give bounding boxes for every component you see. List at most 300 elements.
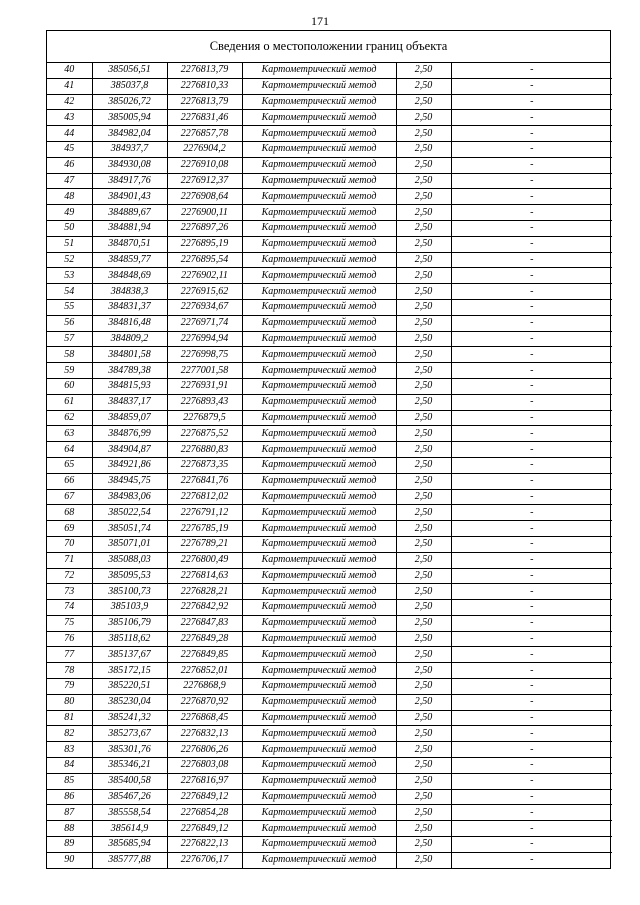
y-coordinate-cell: 2276791,12 bbox=[167, 505, 242, 521]
table-row bbox=[47, 505, 612, 521]
accuracy-cell: 2,50 bbox=[396, 521, 451, 537]
method-cell: Картометрический метод bbox=[242, 758, 396, 774]
point-number-cell: 74 bbox=[47, 600, 92, 616]
y-coordinate-cell: 2276789,21 bbox=[167, 536, 242, 552]
accuracy-cell: 2,50 bbox=[396, 647, 451, 663]
method-cell: Картометрический метод bbox=[242, 315, 396, 331]
y-coordinate-cell: 2276868,9 bbox=[167, 679, 242, 695]
accuracy-cell: 2,50 bbox=[396, 220, 451, 236]
x-coordinate-cell: 384889,67 bbox=[92, 205, 167, 221]
point-number-cell: 81 bbox=[47, 710, 92, 726]
accuracy-cell: 2,50 bbox=[396, 505, 451, 521]
point-number-cell: 65 bbox=[47, 457, 92, 473]
description-cell: - bbox=[451, 631, 612, 647]
description-cell: - bbox=[451, 78, 612, 94]
y-coordinate-cell: 2276812,02 bbox=[167, 489, 242, 505]
table-row bbox=[47, 536, 612, 552]
x-coordinate-cell: 384809,2 bbox=[92, 331, 167, 347]
table-row bbox=[47, 742, 612, 758]
point-number-cell: 87 bbox=[47, 805, 92, 821]
method-cell: Картометрический метод bbox=[242, 394, 396, 410]
accuracy-cell: 2,50 bbox=[396, 205, 451, 221]
table-row bbox=[47, 268, 612, 284]
method-cell: Картометрический метод bbox=[242, 710, 396, 726]
accuracy-cell: 2,50 bbox=[396, 78, 451, 94]
point-number-cell: 50 bbox=[47, 220, 92, 236]
method-cell: Картометрический метод bbox=[242, 679, 396, 695]
point-number-cell: 57 bbox=[47, 331, 92, 347]
accuracy-cell: 2,50 bbox=[396, 473, 451, 489]
method-cell: Картометрический метод bbox=[242, 805, 396, 821]
method-cell: Картометрический метод bbox=[242, 521, 396, 537]
accuracy-cell: 2,50 bbox=[396, 426, 451, 442]
table-row bbox=[47, 837, 612, 853]
point-number-cell: 73 bbox=[47, 584, 92, 600]
point-number-cell: 77 bbox=[47, 647, 92, 663]
table-row bbox=[47, 805, 612, 821]
x-coordinate-cell: 385614,9 bbox=[92, 821, 167, 837]
accuracy-cell: 2,50 bbox=[396, 679, 451, 695]
accuracy-cell: 2,50 bbox=[396, 852, 451, 867]
point-number-cell: 56 bbox=[47, 315, 92, 331]
method-cell: Картометрический метод bbox=[242, 63, 396, 78]
method-cell: Картометрический метод bbox=[242, 220, 396, 236]
table-row bbox=[47, 126, 612, 142]
description-cell: - bbox=[451, 615, 612, 631]
point-number-cell: 75 bbox=[47, 615, 92, 631]
description-cell: - bbox=[451, 331, 612, 347]
x-coordinate-cell: 384904,87 bbox=[92, 442, 167, 458]
description-cell: - bbox=[451, 726, 612, 742]
y-coordinate-cell: 2276931,91 bbox=[167, 378, 242, 394]
y-coordinate-cell: 2276994,94 bbox=[167, 331, 242, 347]
x-coordinate-cell: 385777,88 bbox=[92, 852, 167, 867]
x-coordinate-cell: 385071,01 bbox=[92, 536, 167, 552]
description-cell: - bbox=[451, 63, 612, 78]
description-cell: - bbox=[451, 521, 612, 537]
x-coordinate-cell: 384917,76 bbox=[92, 173, 167, 189]
x-coordinate-cell: 384982,04 bbox=[92, 126, 167, 142]
table-body bbox=[47, 63, 612, 868]
x-coordinate-cell: 385051,74 bbox=[92, 521, 167, 537]
table-row bbox=[47, 189, 612, 205]
point-number-cell: 52 bbox=[47, 252, 92, 268]
method-cell: Картометрический метод bbox=[242, 631, 396, 647]
point-number-cell: 84 bbox=[47, 758, 92, 774]
x-coordinate-cell: 385022,54 bbox=[92, 505, 167, 521]
table-row bbox=[47, 299, 612, 315]
table-row bbox=[47, 773, 612, 789]
y-coordinate-cell: 2276800,49 bbox=[167, 552, 242, 568]
y-coordinate-cell: 2276847,83 bbox=[167, 615, 242, 631]
accuracy-cell: 2,50 bbox=[396, 584, 451, 600]
accuracy-cell: 2,50 bbox=[396, 742, 451, 758]
x-coordinate-cell: 385346,21 bbox=[92, 758, 167, 774]
y-coordinate-cell: 2276854,28 bbox=[167, 805, 242, 821]
table-row bbox=[47, 63, 612, 78]
y-coordinate-cell: 2276904,2 bbox=[167, 141, 242, 157]
table-row bbox=[47, 363, 612, 379]
accuracy-cell: 2,50 bbox=[396, 805, 451, 821]
x-coordinate-cell: 384837,17 bbox=[92, 394, 167, 410]
method-cell: Картометрический метод bbox=[242, 615, 396, 631]
table-row bbox=[47, 758, 612, 774]
y-coordinate-cell: 2276902,11 bbox=[167, 268, 242, 284]
y-coordinate-cell: 2276880,83 bbox=[167, 442, 242, 458]
y-coordinate-cell: 2276810,33 bbox=[167, 78, 242, 94]
description-cell: - bbox=[451, 299, 612, 315]
point-number-cell: 69 bbox=[47, 521, 92, 537]
description-cell: - bbox=[451, 536, 612, 552]
x-coordinate-cell: 384983,06 bbox=[92, 489, 167, 505]
accuracy-cell: 2,50 bbox=[396, 821, 451, 837]
method-cell: Картометрический метод bbox=[242, 852, 396, 867]
point-number-cell: 68 bbox=[47, 505, 92, 521]
table-row bbox=[47, 394, 612, 410]
point-number-cell: 40 bbox=[47, 63, 92, 78]
description-cell: - bbox=[451, 363, 612, 379]
y-coordinate-cell: 2276832,13 bbox=[167, 726, 242, 742]
method-cell: Картометрический метод bbox=[242, 568, 396, 584]
table-row bbox=[47, 78, 612, 94]
method-cell: Картометрический метод bbox=[242, 536, 396, 552]
accuracy-cell: 2,50 bbox=[396, 363, 451, 379]
accuracy-cell: 2,50 bbox=[396, 252, 451, 268]
y-coordinate-cell: 2276873,35 bbox=[167, 457, 242, 473]
table-row bbox=[47, 710, 612, 726]
table-row bbox=[47, 378, 612, 394]
y-coordinate-cell: 2276868,45 bbox=[167, 710, 242, 726]
table-row bbox=[47, 157, 612, 173]
x-coordinate-cell: 384831,37 bbox=[92, 299, 167, 315]
point-number-cell: 49 bbox=[47, 205, 92, 221]
method-cell: Картометрический метод bbox=[242, 442, 396, 458]
x-coordinate-cell: 384901,43 bbox=[92, 189, 167, 205]
y-coordinate-cell: 2276831,46 bbox=[167, 110, 242, 126]
point-number-cell: 76 bbox=[47, 631, 92, 647]
table-row bbox=[47, 568, 612, 584]
y-coordinate-cell: 2276852,01 bbox=[167, 663, 242, 679]
point-number-cell: 70 bbox=[47, 536, 92, 552]
method-cell: Картометрический метод bbox=[242, 363, 396, 379]
accuracy-cell: 2,50 bbox=[396, 173, 451, 189]
point-number-cell: 67 bbox=[47, 489, 92, 505]
table-row bbox=[47, 331, 612, 347]
table-row bbox=[47, 521, 612, 537]
description-cell: - bbox=[451, 378, 612, 394]
description-cell: - bbox=[451, 220, 612, 236]
method-cell: Картометрический метод bbox=[242, 647, 396, 663]
accuracy-cell: 2,50 bbox=[396, 410, 451, 426]
method-cell: Картометрический метод bbox=[242, 268, 396, 284]
point-number-cell: 79 bbox=[47, 679, 92, 695]
y-coordinate-cell: 2276849,12 bbox=[167, 821, 242, 837]
description-cell: - bbox=[451, 679, 612, 695]
x-coordinate-cell: 384838,3 bbox=[92, 284, 167, 300]
x-coordinate-cell: 384816,48 bbox=[92, 315, 167, 331]
x-coordinate-cell: 385088,03 bbox=[92, 552, 167, 568]
table-row bbox=[47, 615, 612, 631]
point-number-cell: 48 bbox=[47, 189, 92, 205]
table-row bbox=[47, 236, 612, 252]
accuracy-cell: 2,50 bbox=[396, 331, 451, 347]
table-row bbox=[47, 694, 612, 710]
table-row bbox=[47, 205, 612, 221]
y-coordinate-cell: 2276910,08 bbox=[167, 157, 242, 173]
method-cell: Картометрический метод bbox=[242, 205, 396, 221]
y-coordinate-cell: 2276912,37 bbox=[167, 173, 242, 189]
x-coordinate-cell: 384945,75 bbox=[92, 473, 167, 489]
accuracy-cell: 2,50 bbox=[396, 773, 451, 789]
description-cell: - bbox=[451, 505, 612, 521]
y-coordinate-cell: 2276813,79 bbox=[167, 94, 242, 110]
description-cell: - bbox=[451, 205, 612, 221]
description-cell: - bbox=[451, 94, 612, 110]
y-coordinate-cell: 2276934,67 bbox=[167, 299, 242, 315]
y-coordinate-cell: 2276897,26 bbox=[167, 220, 242, 236]
table-row bbox=[47, 489, 612, 505]
table-row bbox=[47, 410, 612, 426]
method-cell: Картометрический метод bbox=[242, 789, 396, 805]
point-number-cell: 71 bbox=[47, 552, 92, 568]
x-coordinate-cell: 384930,08 bbox=[92, 157, 167, 173]
method-cell: Картометрический метод bbox=[242, 94, 396, 110]
x-coordinate-cell: 384859,07 bbox=[92, 410, 167, 426]
accuracy-cell: 2,50 bbox=[396, 726, 451, 742]
y-coordinate-cell: 2276828,21 bbox=[167, 584, 242, 600]
description-cell: - bbox=[451, 347, 612, 363]
y-coordinate-cell: 2276706,17 bbox=[167, 852, 242, 867]
method-cell: Картометрический метод bbox=[242, 284, 396, 300]
description-cell: - bbox=[451, 252, 612, 268]
accuracy-cell: 2,50 bbox=[396, 157, 451, 173]
accuracy-cell: 2,50 bbox=[396, 126, 451, 142]
point-number-cell: 90 bbox=[47, 852, 92, 867]
point-number-cell: 44 bbox=[47, 126, 92, 142]
x-coordinate-cell: 385056,51 bbox=[92, 63, 167, 78]
accuracy-cell: 2,50 bbox=[396, 442, 451, 458]
y-coordinate-cell: 2276803,08 bbox=[167, 758, 242, 774]
table-row bbox=[47, 94, 612, 110]
table-row bbox=[47, 726, 612, 742]
description-cell: - bbox=[451, 110, 612, 126]
y-coordinate-cell: 2276816,97 bbox=[167, 773, 242, 789]
description-cell: - bbox=[451, 742, 612, 758]
method-cell: Картометрический метод bbox=[242, 141, 396, 157]
description-cell: - bbox=[451, 694, 612, 710]
description-cell: - bbox=[451, 157, 612, 173]
table-row bbox=[47, 141, 612, 157]
point-number-cell: 45 bbox=[47, 141, 92, 157]
y-coordinate-cell: 2276842,92 bbox=[167, 600, 242, 616]
x-coordinate-cell: 385103,9 bbox=[92, 600, 167, 616]
description-cell: - bbox=[451, 852, 612, 867]
method-cell: Картометрический метод bbox=[242, 473, 396, 489]
x-coordinate-cell: 385467,26 bbox=[92, 789, 167, 805]
x-coordinate-cell: 385685,94 bbox=[92, 837, 167, 853]
point-number-cell: 43 bbox=[47, 110, 92, 126]
description-cell: - bbox=[451, 315, 612, 331]
description-cell: - bbox=[451, 473, 612, 489]
description-cell: - bbox=[451, 663, 612, 679]
accuracy-cell: 2,50 bbox=[396, 394, 451, 410]
y-coordinate-cell: 2276806,26 bbox=[167, 742, 242, 758]
point-number-cell: 51 bbox=[47, 236, 92, 252]
accuracy-cell: 2,50 bbox=[396, 615, 451, 631]
description-cell: - bbox=[451, 821, 612, 837]
x-coordinate-cell: 385400,58 bbox=[92, 773, 167, 789]
x-coordinate-cell: 384859,77 bbox=[92, 252, 167, 268]
point-number-cell: 89 bbox=[47, 837, 92, 853]
x-coordinate-cell: 385230,04 bbox=[92, 694, 167, 710]
point-number-cell: 64 bbox=[47, 442, 92, 458]
point-number-cell: 59 bbox=[47, 363, 92, 379]
x-coordinate-cell: 384937,7 bbox=[92, 141, 167, 157]
x-coordinate-cell: 385106,79 bbox=[92, 615, 167, 631]
y-coordinate-cell: 2276895,19 bbox=[167, 236, 242, 252]
point-number-cell: 46 bbox=[47, 157, 92, 173]
accuracy-cell: 2,50 bbox=[396, 489, 451, 505]
description-cell: - bbox=[451, 600, 612, 616]
accuracy-cell: 2,50 bbox=[396, 568, 451, 584]
accuracy-cell: 2,50 bbox=[396, 536, 451, 552]
table-row bbox=[47, 315, 612, 331]
description-cell: - bbox=[451, 837, 612, 853]
y-coordinate-cell: 2276875,52 bbox=[167, 426, 242, 442]
table-row bbox=[47, 679, 612, 695]
table-row bbox=[47, 852, 612, 867]
table-row bbox=[47, 252, 612, 268]
method-cell: Картометрический метод bbox=[242, 236, 396, 252]
y-coordinate-cell: 2276998,75 bbox=[167, 347, 242, 363]
x-coordinate-cell: 385137,67 bbox=[92, 647, 167, 663]
x-coordinate-cell: 385558,54 bbox=[92, 805, 167, 821]
x-coordinate-cell: 385095,53 bbox=[92, 568, 167, 584]
method-cell: Картометрический метод bbox=[242, 489, 396, 505]
method-cell: Картометрический метод bbox=[242, 663, 396, 679]
x-coordinate-cell: 384789,38 bbox=[92, 363, 167, 379]
point-number-cell: 42 bbox=[47, 94, 92, 110]
y-coordinate-cell: 2276915,62 bbox=[167, 284, 242, 300]
description-cell: - bbox=[451, 426, 612, 442]
method-cell: Картометрический метод bbox=[242, 126, 396, 142]
point-number-cell: 80 bbox=[47, 694, 92, 710]
method-cell: Картометрический метод bbox=[242, 426, 396, 442]
accuracy-cell: 2,50 bbox=[396, 315, 451, 331]
accuracy-cell: 2,50 bbox=[396, 63, 451, 78]
accuracy-cell: 2,50 bbox=[396, 110, 451, 126]
method-cell: Картометрический метод bbox=[242, 110, 396, 126]
x-coordinate-cell: 385118,62 bbox=[92, 631, 167, 647]
point-number-cell: 63 bbox=[47, 426, 92, 442]
x-coordinate-cell: 384801,58 bbox=[92, 347, 167, 363]
y-coordinate-cell: 2276822,13 bbox=[167, 837, 242, 853]
point-number-cell: 83 bbox=[47, 742, 92, 758]
method-cell: Картометрический метод bbox=[242, 157, 396, 173]
method-cell: Картометрический метод bbox=[242, 726, 396, 742]
x-coordinate-cell: 385273,67 bbox=[92, 726, 167, 742]
x-coordinate-cell: 384876,99 bbox=[92, 426, 167, 442]
x-coordinate-cell: 385172,15 bbox=[92, 663, 167, 679]
accuracy-cell: 2,50 bbox=[396, 789, 451, 805]
description-cell: - bbox=[451, 442, 612, 458]
point-number-cell: 61 bbox=[47, 394, 92, 410]
accuracy-cell: 2,50 bbox=[396, 284, 451, 300]
description-cell: - bbox=[451, 647, 612, 663]
method-cell: Картометрический метод bbox=[242, 821, 396, 837]
y-coordinate-cell: 2277001,58 bbox=[167, 363, 242, 379]
table-row bbox=[47, 663, 612, 679]
y-coordinate-cell: 2276895,54 bbox=[167, 252, 242, 268]
accuracy-cell: 2,50 bbox=[396, 378, 451, 394]
method-cell: Картометрический метод bbox=[242, 331, 396, 347]
accuracy-cell: 2,50 bbox=[396, 710, 451, 726]
description-cell: - bbox=[451, 141, 612, 157]
method-cell: Картометрический метод bbox=[242, 378, 396, 394]
accuracy-cell: 2,50 bbox=[396, 837, 451, 853]
x-coordinate-cell: 384848,69 bbox=[92, 268, 167, 284]
accuracy-cell: 2,50 bbox=[396, 189, 451, 205]
table-row bbox=[47, 789, 612, 805]
y-coordinate-cell: 2276849,28 bbox=[167, 631, 242, 647]
description-cell: - bbox=[451, 710, 612, 726]
method-cell: Картометрический метод bbox=[242, 584, 396, 600]
description-cell: - bbox=[451, 268, 612, 284]
y-coordinate-cell: 2276971,74 bbox=[167, 315, 242, 331]
accuracy-cell: 2,50 bbox=[396, 600, 451, 616]
table-row bbox=[47, 347, 612, 363]
description-cell: - bbox=[451, 805, 612, 821]
y-coordinate-cell: 2276814,63 bbox=[167, 568, 242, 584]
accuracy-cell: 2,50 bbox=[396, 268, 451, 284]
point-number-cell: 82 bbox=[47, 726, 92, 742]
accuracy-cell: 2,50 bbox=[396, 758, 451, 774]
point-number-cell: 41 bbox=[47, 78, 92, 94]
x-coordinate-cell: 385220,51 bbox=[92, 679, 167, 695]
method-cell: Картометрический метод bbox=[242, 694, 396, 710]
point-number-cell: 58 bbox=[47, 347, 92, 363]
description-cell: - bbox=[451, 236, 612, 252]
method-cell: Картометрический метод bbox=[242, 347, 396, 363]
description-cell: - bbox=[451, 457, 612, 473]
point-number-cell: 62 bbox=[47, 410, 92, 426]
point-number-cell: 78 bbox=[47, 663, 92, 679]
description-cell: - bbox=[451, 284, 612, 300]
method-cell: Картометрический метод bbox=[242, 600, 396, 616]
table-row bbox=[47, 552, 612, 568]
method-cell: Картометрический метод bbox=[242, 189, 396, 205]
method-cell: Картометрический метод bbox=[242, 299, 396, 315]
y-coordinate-cell: 2276908,64 bbox=[167, 189, 242, 205]
method-cell: Картометрический метод bbox=[242, 78, 396, 94]
point-number-cell: 88 bbox=[47, 821, 92, 837]
y-coordinate-cell: 2276841,76 bbox=[167, 473, 242, 489]
table-title: Сведения о местоположении границ объекта bbox=[47, 31, 610, 63]
method-cell: Картометрический метод bbox=[242, 742, 396, 758]
accuracy-cell: 2,50 bbox=[396, 141, 451, 157]
x-coordinate-cell: 385241,32 bbox=[92, 710, 167, 726]
boundary-table-frame bbox=[46, 30, 611, 869]
accuracy-cell: 2,50 bbox=[396, 347, 451, 363]
boundary-points-table bbox=[47, 63, 612, 868]
point-number-cell: 85 bbox=[47, 773, 92, 789]
page-number: 171 bbox=[311, 14, 329, 28]
description-cell: - bbox=[451, 789, 612, 805]
y-coordinate-cell: 2276900,11 bbox=[167, 205, 242, 221]
accuracy-cell: 2,50 bbox=[396, 552, 451, 568]
method-cell: Картометрический метод bbox=[242, 552, 396, 568]
description-cell: - bbox=[451, 552, 612, 568]
